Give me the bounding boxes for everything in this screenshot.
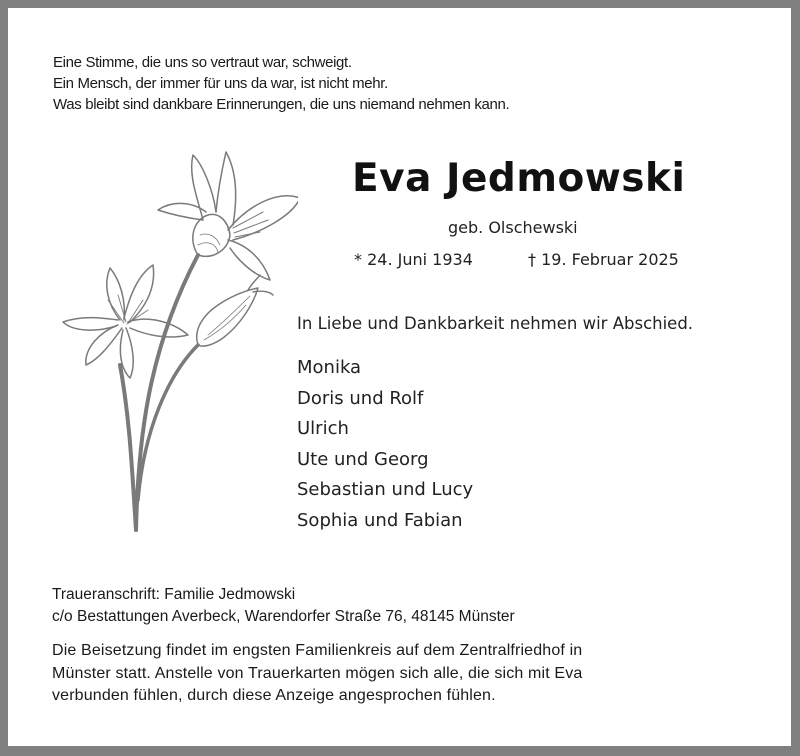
deceased-name: Eva Jedmowski: [352, 156, 686, 201]
mourner-item: Sophia und Fabian: [297, 509, 463, 531]
mourner-item: Sebastian und Lucy: [297, 479, 474, 500]
lily-flower-icon: [48, 140, 298, 540]
maiden-name: geb. Olschewski: [448, 218, 578, 237]
mourner-item: Monika: [297, 357, 362, 378]
obituary-card: [8, 8, 791, 746]
memorial-verse: [53, 52, 509, 115]
mourner-item: Ute und Georg: [297, 448, 429, 470]
address-line: Traueranschrift: Familie Jedmowski: [52, 586, 296, 603]
mourner-item: Ulrich: [297, 418, 349, 439]
notice-line: verbunden fühlen, durch diese Anzeige angesprochen fühlen.: [52, 687, 496, 704]
notice-line: Die Beisetzung findet im engsten Familienkreis auf dem Zentralfriedhof in: [52, 642, 583, 659]
mourner-item: Doris und Rolf: [297, 387, 424, 409]
mourners-list: [297, 353, 473, 536]
verse-line: Was bleibt sind dankbare Erinnerungen, die uns niemand nehmen kann.: [53, 96, 510, 113]
verse-line: Eine Stimme, die uns so vertraut war, schweigt.: [53, 54, 352, 71]
address-line: c/o Bestattungen Averbeck, Warendorfer Straße 76, 48145 Münster: [52, 608, 515, 625]
funeral-notice: [52, 640, 752, 708]
birth-date: * 24. Juni 1934: [354, 250, 473, 269]
death-date: † 19. Februar 2025: [528, 250, 679, 269]
farewell-text: In Liebe und Dankbarkeit nehmen wir Abschied.: [297, 314, 694, 333]
notice-line: Münster statt. Anstelle von Trauerkarten mögen sich alle, die sich mit Eva: [52, 664, 583, 682]
verse-line: Ein Mensch, der immer für uns da war, ist nicht mehr.: [53, 75, 388, 92]
mourning-address: [52, 584, 515, 628]
